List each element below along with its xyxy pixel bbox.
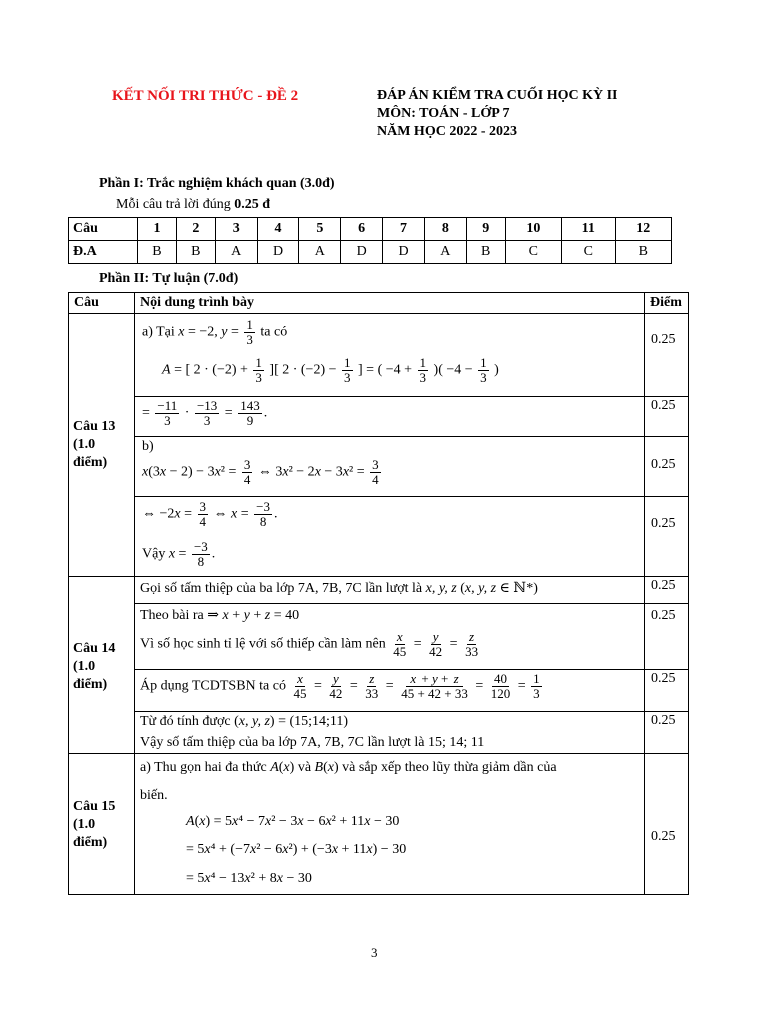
q14-row1: Gọi số tấm thiệp của ba lớp 7A, 7B, 7C lần lượt là x, y, z (x, y, z ∈ ℕ*) (140, 581, 538, 596)
score: 0.25 (651, 516, 676, 531)
answer-table (68, 217, 672, 264)
page-number: 3 (371, 945, 378, 960)
answer-row-questions: Câu 1 2 3 4 5 6 7 8 9 10 11 12 (69, 218, 672, 241)
q13-a-result: = $\frac{-11}{3}$ · $\frac{-13}{3}$ = $\frac{143}{9}$ . (142, 398, 268, 428)
q13-b-label: b) (142, 439, 154, 454)
q14-row3: Áp dụng TCDTSBN ta có $\frac{x}{45}$ = $\frac{y}{42}$ = $\frac{z}{33}$ = $\frac{x + y + z}{45 + 42 + 33}$ = $\frac{40}{120}$ = $\frac{1}{3}$ (140, 671, 540, 701)
q15-a-line1: a) Thu gọn hai đa thức A(x) và B(x) và sắp xếp theo lũy thừa giảm dần của (140, 760, 557, 775)
score: 0.25 (651, 578, 676, 593)
header-line1: ĐÁP ÁN KIỂM TRA CUỐI HỌC KỲ II (377, 88, 618, 103)
q13-a-expr: A = [ 2 · (−2) + $\frac{1}{3}$ ][ 2 · (−2) − $\frac{1}{3}$ ] = ( −4 + $\frac{1}{3}$ )( −4 − $\frac{1}{3}$ ) (162, 355, 499, 385)
q14-row2b: Vì số học sinh tỉ lệ với số thiếp cần làm nên $\frac{x}{45}$ = $\frac{y}{42}$ = $\frac{z}{33}$ (140, 629, 479, 659)
header-line3: NĂM HỌC 2022 - 2023 (377, 124, 517, 139)
q15-a-line2: biến. (140, 788, 168, 803)
q13-b-step: ⇔ −2x = $\frac{3}{4}$ ⇔ x = $\frac{-3}{8}$ . (142, 499, 278, 529)
q15-expr3: = 5x⁴ − 13x² + 8x − 30 (186, 871, 312, 886)
col-score: Điểm (650, 295, 682, 310)
part1-title: Phần I: Trắc nghiệm khách quan (3.0đ) (99, 176, 335, 191)
score: 0.25 (651, 608, 676, 623)
q14-row4b: Vậy số tấm thiệp của ba lớp 7A, 7B, 7C lần lượt là 15; 14; 11 (140, 735, 485, 750)
q13-label: Câu 13 (1.0 điểm) (73, 419, 116, 470)
col-cau: Câu (74, 295, 99, 310)
score: 0.25 (651, 671, 676, 686)
header-line2: MÔN: TOÁN - LỚP 7 (377, 106, 510, 121)
part2-title: Phần II: Tự luận (7.0đ) (99, 271, 239, 286)
score: 0.25 (651, 457, 676, 472)
col-content: Nội dung trình bày (140, 295, 254, 310)
q15-expr1: A(x) = 5x⁴ − 7x² − 3x − 6x² + 11x − 30 (186, 814, 400, 829)
q15-expr2: = 5x⁴ + (−7x² − 6x²) + (−3x + 11x) − 30 (186, 842, 407, 857)
header-left-title: KẾT NỐI TRI THỨC - ĐỀ 2 (112, 88, 299, 104)
q13-a-line: a) Tại x = −2, y = $\frac{1}{3}$ ta có (142, 317, 288, 347)
q14-row4a: Từ đó tính được (x, y, z) = (15;14;11) (140, 714, 349, 729)
q14-row2a: Theo bài ra ⇒ x + y + z = 40 (140, 608, 300, 623)
q14-label: Câu 14 (1.0 điểm) (73, 641, 116, 692)
score: 0.25 (651, 332, 676, 347)
score: 0.25 (651, 829, 676, 844)
answer-row-answers: Đ.A B B A D A D D A B C C B (69, 241, 672, 264)
q15-label: Câu 15 (1.0 điểm) (73, 799, 116, 850)
q13-b-conclusion: Vậy x = $\frac{-3}{8}$ . (142, 539, 216, 569)
score: 0.25 (651, 713, 676, 728)
part1-note: Mỗi câu trả lời đúng 0.25 đ (116, 197, 271, 212)
q13-b-expr: x(3x − 2) − 3x² = $\frac{3}{4}$ ⇔ 3x² − 2x − 3x² = $\frac{3}{4}$ (142, 457, 379, 487)
score: 0.25 (651, 398, 676, 413)
